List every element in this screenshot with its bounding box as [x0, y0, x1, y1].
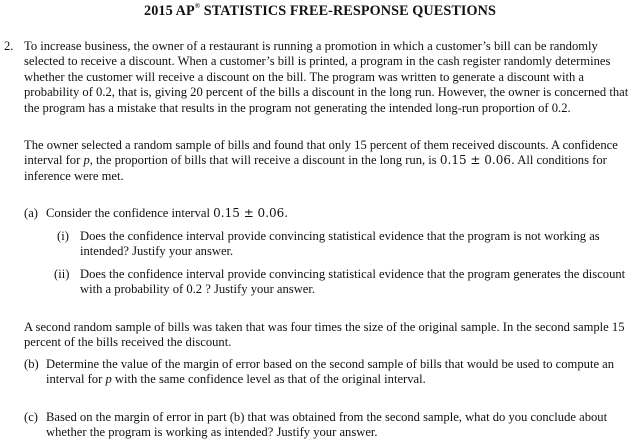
sample-text-1: The owner selected a random sample of bills and found that only 15 percent of them received discounts. A confidence interval for: [24, 138, 618, 168]
part-b-text: [46, 357, 624, 388]
part-c-label: (c): [24, 410, 38, 424]
part-a-ii-label: (ii): [54, 267, 70, 281]
registered-mark: ®: [194, 2, 201, 10]
part-a-ii-text: Does the confidence interval provide convincing statistical evidence that the program generates the discount with a probability of 0.2 ? Justify your answer.: [80, 267, 626, 297]
question-number: 2.: [4, 39, 14, 53]
header-title-suffix: STATISTICS FREE-RESPONSE QUESTIONS: [200, 3, 496, 19]
part-b: [24, 357, 624, 388]
question-intro: To increase business, the owner of a restaurant is running a promotion in which a customer’s bill can be randomly selected to receive a discount. When a customer’s bill is printed, a program in the cash register randomly determines whether the customer will receive a discount on the bill. The program was written to generate a discount with a probability of 0.2, that is, giving 20 percent of the bills a discount in the long run. However, the owner is concerned that the program has a mistake that results in the program not generating the intended long-run proportion of 0.2.: [24, 39, 629, 115]
part-b-text-1: Determine the value of the margin of error based on the second sample of bills that would be used to compute an interval for: [46, 357, 615, 387]
sample-text-3: All conditions for inference were met.: [24, 153, 607, 183]
part-b-label: (b): [24, 357, 39, 371]
sample-paragraph: [24, 138, 634, 184]
part-c-text: Based on the margin of error in part (b) that was obtained from the second sample, what do you conclude about whether the program is working as intended? Justify your answer.: [46, 410, 608, 440]
part-a: [24, 206, 614, 221]
part-a-i-text: Does the confidence interval provide convincing statistical evidence that the program is not working as intended? Justify your answer.: [80, 229, 600, 259]
part-a-text-body: Consider the confidence interval: [46, 206, 214, 220]
part-a-label: (a): [24, 206, 38, 220]
part-a-interval: 0.15 ± 0.06.: [213, 206, 289, 220]
page-header: [0, 4, 640, 19]
part-a-ii: [54, 267, 635, 298]
part-c: [24, 410, 624, 441]
part-b-text-2: with the same confidence level as that of the original interval.: [111, 372, 426, 387]
sample-interval: 0.15 ± 0.06.: [439, 153, 515, 168]
variable-p: p: [83, 153, 90, 168]
part-b-variable-p: p: [105, 372, 112, 387]
part-a-text: [46, 206, 614, 221]
second-sample-paragraph: A second random sample of bills was taken that was four times the size of the original sample. In the second sample 15 percent of the bills received the discount.: [24, 320, 625, 350]
part-a-i: [57, 229, 635, 260]
header-title-prefix: 2015 AP: [144, 3, 195, 19]
sample-text-2: , the proportion of bills that will receive a discount in the long run, is: [89, 153, 440, 168]
part-a-i-label: (i): [57, 229, 69, 243]
